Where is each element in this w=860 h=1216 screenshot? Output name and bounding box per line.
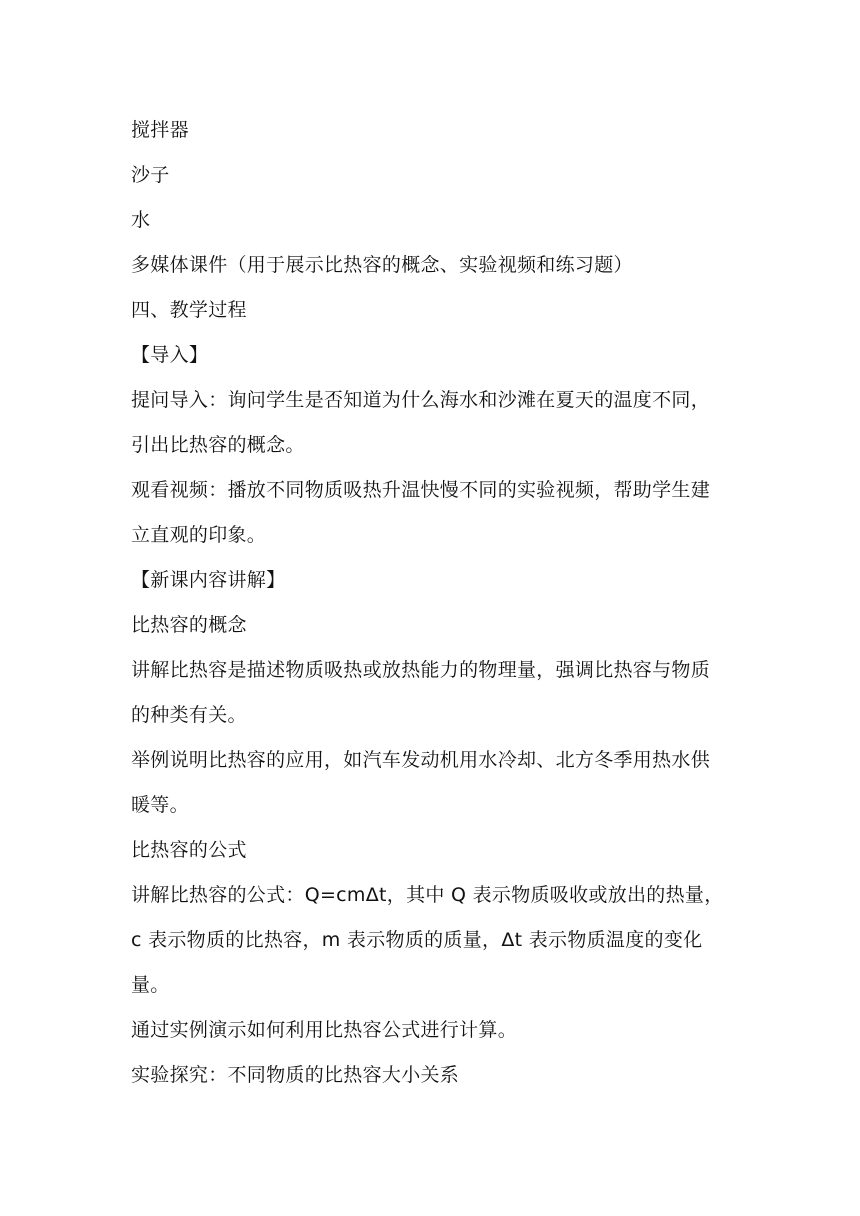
- topic-heading-concept: 比热容的概念: [131, 614, 247, 636]
- document-body: [131, 108, 737, 1098]
- paragraph-experiment-heading: 实验探究：不同物质的比热容大小关系: [131, 1064, 460, 1086]
- paragraph-formula-line-3: 量。: [131, 974, 170, 996]
- paragraph-video-line-2: 立直观的印象。: [131, 524, 267, 546]
- topic-heading-formula: 比热容的公式: [131, 839, 247, 861]
- paragraph-application-line-2: 暖等。: [131, 794, 189, 816]
- text-line-material-water: 水: [131, 209, 151, 231]
- paragraph-video-line-1: 观看视频：播放不同物质吸热升温快慢不同的实验视频，帮助学生建: [131, 479, 711, 501]
- paragraph-formula-line-2: c 表示物质的比热容，m 表示物质的质量，Δt 表示物质温度的变化: [131, 929, 703, 951]
- text-line-material-sand: 沙子: [131, 164, 170, 186]
- paragraph-application-line-1: 举例说明比热容的应用，如汽车发动机用水冷却、北方冬季用热水供: [131, 749, 711, 771]
- paragraph-question-intro-line-2: 引出比热容的概念。: [131, 434, 305, 456]
- subheading-new-lesson: 【新课内容讲解】: [131, 569, 286, 591]
- section-heading-teaching-process: 四、教学过程: [131, 299, 247, 321]
- paragraph-question-intro-line-1: 提问导入：询问学生是否知道为什么海水和沙滩在夏天的温度不同，: [131, 389, 711, 411]
- paragraph-concept-line-2: 的种类有关。: [131, 704, 247, 726]
- subheading-introduction: 【导入】: [131, 344, 209, 366]
- paragraph-formula-line-1: 讲解比热容的公式：Q=cmΔt，其中 Q 表示物质吸收或放出的热量，: [131, 884, 724, 906]
- text-line-material-courseware: 多媒体课件（用于展示比热容的概念、实验视频和练习题）: [131, 254, 633, 276]
- paragraph-concept-line-1: 讲解比热容是描述物质吸热或放热能力的物理量，强调比热容与物质: [131, 659, 711, 681]
- paragraph-example-calculation: 通过实例演示如何利用比热容公式进行计算。: [131, 1019, 518, 1041]
- text-line-material-stirrer: 搅拌器: [131, 119, 189, 141]
